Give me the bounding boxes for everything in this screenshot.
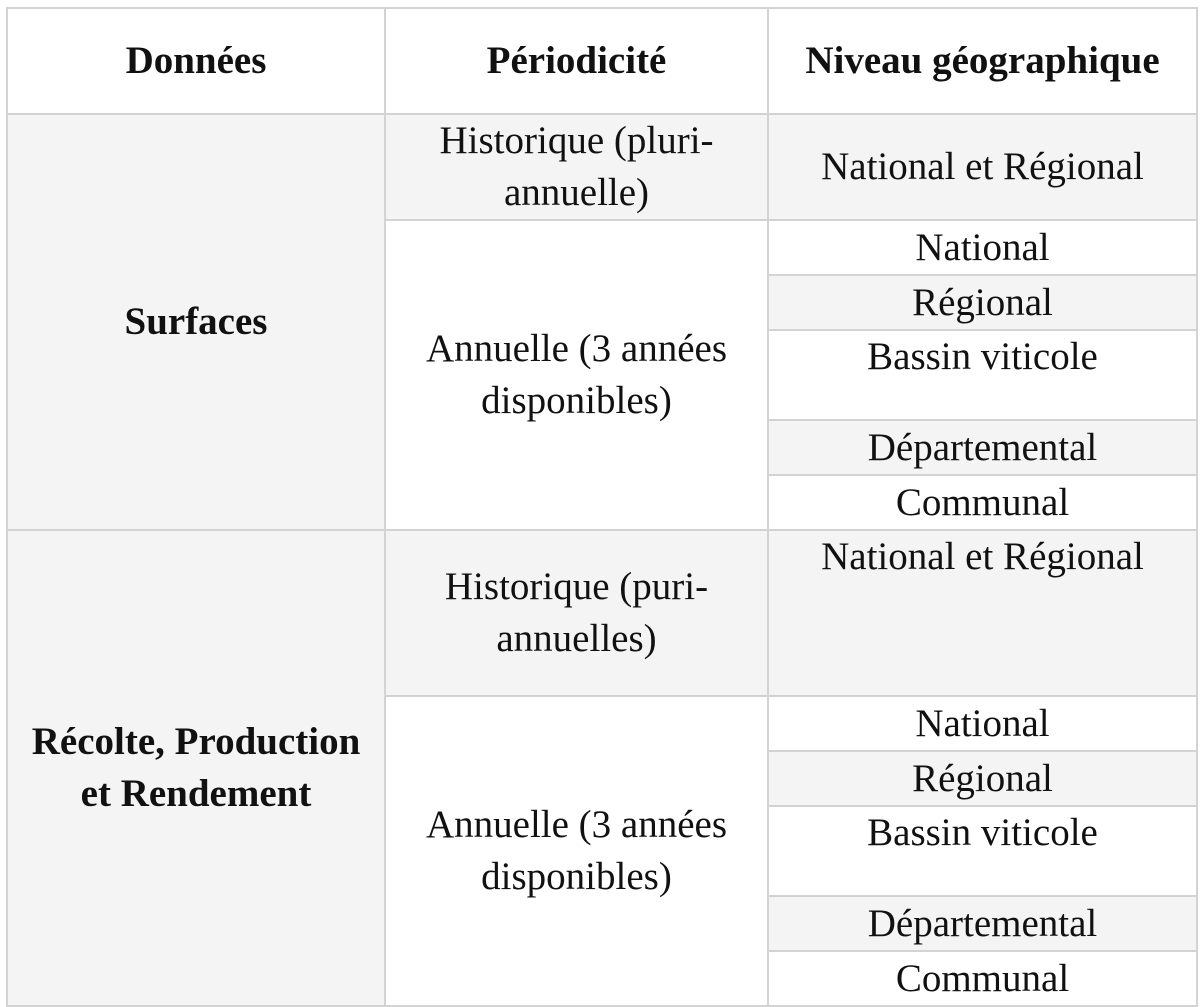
level-cell: National	[768, 696, 1197, 751]
level-cell: National et Régional	[768, 530, 1197, 696]
header-periodicite: Périodicité	[385, 8, 768, 114]
table-row	[7, 114, 1197, 220]
level-cell: Bassin viticole	[768, 330, 1197, 420]
level-cell: Communal	[768, 951, 1197, 1006]
level-cell: Communal	[768, 475, 1197, 530]
level-cell: Départemental	[768, 896, 1197, 951]
data-cell-recolte: Récolte, Production et Rendement	[7, 530, 385, 1006]
level-cell: Départemental	[768, 420, 1197, 475]
level-cell: Bassin viticole	[768, 806, 1197, 896]
header-row	[7, 8, 1197, 114]
header-donnees: Données	[7, 8, 385, 114]
period-cell: Annuelle (3 années disponibles)	[385, 220, 768, 530]
table-row	[7, 530, 1197, 696]
data-cell-surfaces: Surfaces	[7, 114, 385, 530]
data-table	[6, 7, 1198, 1007]
level-cell: National et Régional	[768, 114, 1197, 220]
level-cell: Régional	[768, 751, 1197, 806]
header-niveau-geographique: Niveau géographique	[768, 8, 1197, 114]
period-cell: Historique (puri-annuelles)	[385, 530, 768, 696]
table-container	[6, 7, 1198, 1007]
period-cell: Historique (pluri-annuelle)	[385, 114, 768, 220]
level-cell: National	[768, 220, 1197, 275]
level-cell: Régional	[768, 275, 1197, 330]
period-cell: Annuelle (3 années disponibles)	[385, 696, 768, 1006]
